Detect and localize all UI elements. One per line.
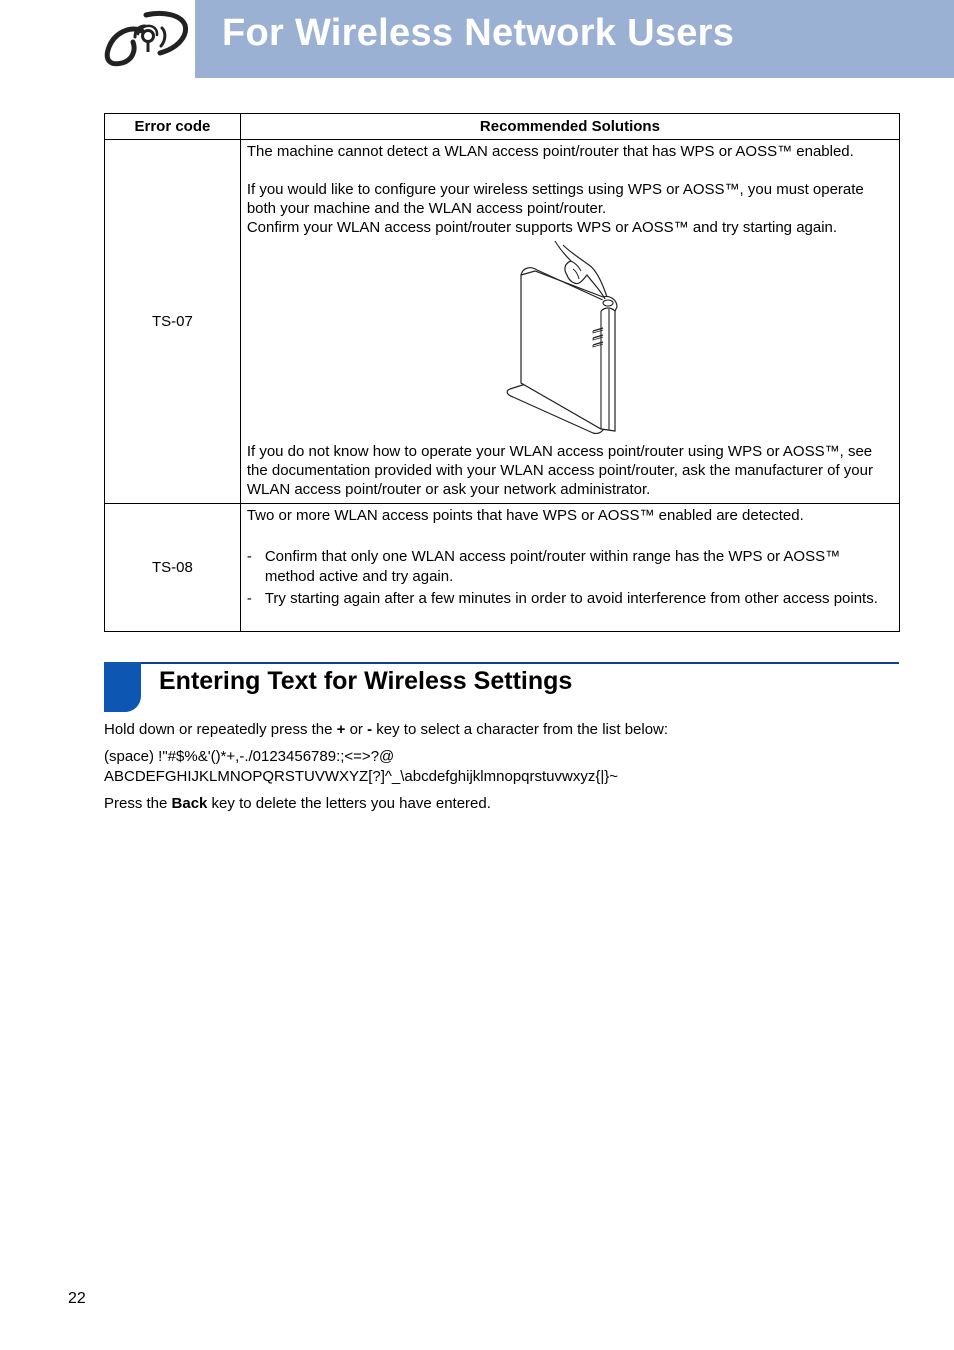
column-header-recommended-solutions: Recommended Solutions — [240, 114, 899, 140]
intro-text: or — [345, 721, 368, 738]
table-row — [105, 504, 900, 632]
back-key-paragraph — [104, 794, 904, 814]
minus-key: - — [367, 721, 373, 738]
error-code-table — [104, 113, 900, 632]
solution-cell — [240, 140, 899, 504]
solution-paragraph: The machine cannot detect a WLAN access point/router that has WPS or AOSS™ enabled. — [246, 143, 854, 160]
section-rule — [104, 662, 899, 664]
table-row — [105, 140, 900, 504]
bullet-item — [247, 547, 894, 587]
character-list-line-1: (space) !"#$%&'()*+,-./0123456789:;<=>?@ — [104, 748, 395, 765]
table-header-row — [105, 114, 900, 140]
error-code-cell: TS-08 — [105, 504, 241, 632]
solution-paragraph: If you do not know how to operate your WLAN access point/router using WPS or AOSS™, see the documentation provided with your WLAN access point/router, ask the manufacturer of your WLAN access point/router or ask your network administrator. — [246, 443, 873, 498]
bullet-text: Try starting again after a few minutes in order to avoid interference from other access points. — [264, 590, 878, 607]
solution-paragraph: Two or more WLAN access points that have WPS or AOSS™ enabled are detected. — [246, 507, 804, 524]
header-banner — [195, 0, 954, 78]
intro-text: key to select a character from the list below: — [372, 721, 669, 738]
solution-paragraph: If you would like to configure your wireless settings using WPS or AOSS™, you must operate both your machine and the WLAN access point/router. — [246, 181, 864, 217]
character-list-line-2: ABCDEFGHIJKLMNOPQRSTUVWXYZ[?]^_\abcdefghijklmnopqrstuvwxyz{|}~ — [104, 768, 619, 785]
bullet-item — [247, 589, 894, 609]
back-text: Press the — [104, 795, 172, 812]
error-code-cell: TS-07 — [105, 140, 241, 504]
page-title: For Wireless Network Users — [222, 12, 735, 54]
column-header-error-code: Error code — [105, 114, 241, 140]
section-title: Entering Text for Wireless Settings — [159, 667, 573, 695]
bullet-text: Confirm that only one WLAN access point/router within range has the WPS or AOSS™ method active and try again. — [264, 548, 841, 585]
back-key: Back — [171, 795, 208, 812]
page-number: 22 — [68, 1290, 86, 1307]
intro-text: Hold down or repeatedly press the — [104, 721, 337, 738]
plus-key: + — [336, 721, 346, 738]
back-text: key to delete the letters you have entered. — [207, 795, 491, 812]
solution-cell — [240, 504, 899, 632]
section-marker — [104, 662, 141, 712]
bullet-dash: - — [246, 590, 252, 607]
bullet-dash: - — [246, 548, 252, 565]
router-button-press-illustration — [505, 239, 635, 434]
intro-paragraph — [104, 720, 904, 740]
solution-paragraph: Confirm your WLAN access point/router supports WPS or AOSS™ and try starting again. — [246, 219, 838, 236]
wireless-logo-icon — [102, 10, 190, 70]
